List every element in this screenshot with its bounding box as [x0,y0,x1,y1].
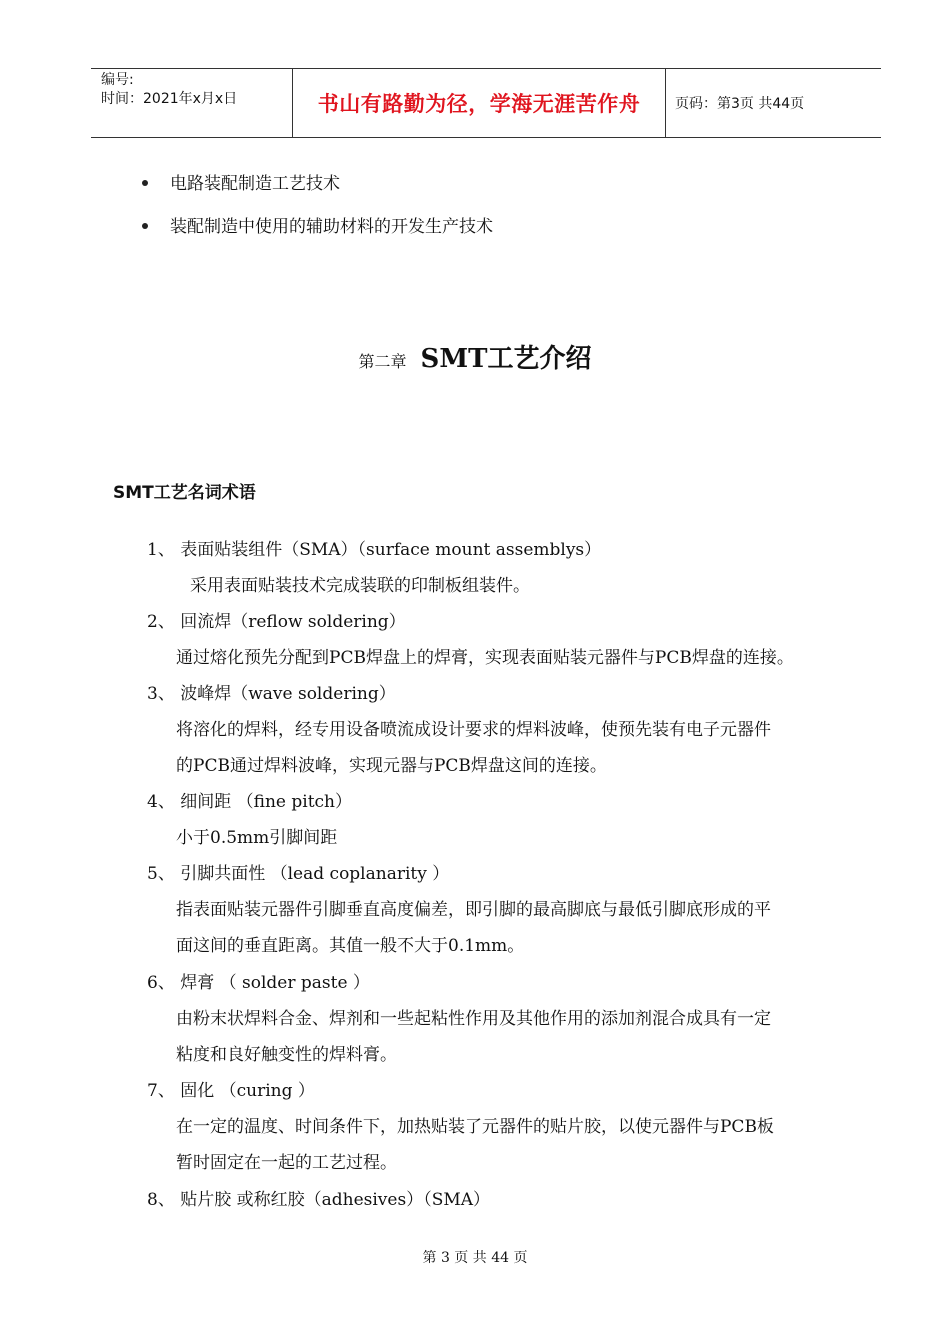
definition-line: 粘度和良好触变性的焊料膏。 [176,1045,397,1065]
chapter-heading [0,338,950,375]
header-left-cell [91,69,293,137]
term-line: 5、 引脚共面性 （lead coplanarity ） [147,864,450,884]
term-line: 8、 贴片胶 或称红胶（adhesives）（SMA） [147,1190,491,1210]
bullet-dot-icon [142,180,148,186]
page-footer: 第 3 页 共 44 页 [422,1250,528,1266]
header-motto: 书山有路勤为径，学海无涯苦作舟 [293,69,666,137]
term-line: 1、 表面贴装组件（SMA）（surface mount assemblys） [147,540,602,560]
bullet-item: 装配制造中使用的辅助材料的开发生产技术 [142,212,493,237]
definition-line: 采用表面贴装技术完成装联的印制板组装件。 [190,576,530,596]
term-line: 2、 回流焊（reflow soldering） [147,612,406,632]
definition-line: 面这间的垂直距离。其值一般不大于0.1mm。 [176,936,525,956]
chapter-prefix: 第二章 [358,352,407,371]
page-header [91,68,881,138]
definition-line: 暂时固定在一起的工艺过程。 [176,1153,397,1173]
header-page-code: 页码：第3页 共44页 [675,96,805,112]
term-line: 6、 焊膏 （ solder paste ） [147,973,370,993]
definition-line: 由粉末状焊料合金、焊剂和一些起粘性作用及其他作用的添加剂混合成具有一定 [176,1009,771,1029]
definition-line: 将溶化的焊料，经专用设备喷流成设计要求的焊料波峰，使预先装有电子元器件 [176,720,771,740]
bullet-dot-icon [142,223,148,229]
definition-line: 小于0.5mm引脚间距 [176,828,338,848]
term-line: 3、 波峰焊（wave soldering） [147,684,396,704]
bullet-item: 电路装配制造工艺技术 [142,169,340,194]
section-title: SMT工艺名词术语 [113,483,256,503]
definition-line: 指表面贴装元器件引脚垂直高度偏差，即引脚的最高脚底与最低引脚底形成的平 [176,900,771,920]
time-label: 时间：2021年x月x日 [101,91,238,107]
definition-line: 的PCB通过焊料波峰，实现元器与PCB焊盘这间的连接。 [176,756,607,776]
term-line: 7、 固化 （curing ） [147,1081,315,1101]
definition-line: 通过熔化预先分配到PCB焊盘上的焊膏，实现表面贴装元器件与PCB焊盘的连接。 [176,648,794,668]
definition-line: 在一定的温度、时间条件下，加热贴装了元器件的贴片胶，以使元器件与PCB板 [176,1117,774,1137]
number-label: 编号: [101,72,134,88]
chapter-title: SMT工艺介绍 [420,344,592,374]
term-line: 4、 细间距 （fine pitch） [147,792,352,812]
